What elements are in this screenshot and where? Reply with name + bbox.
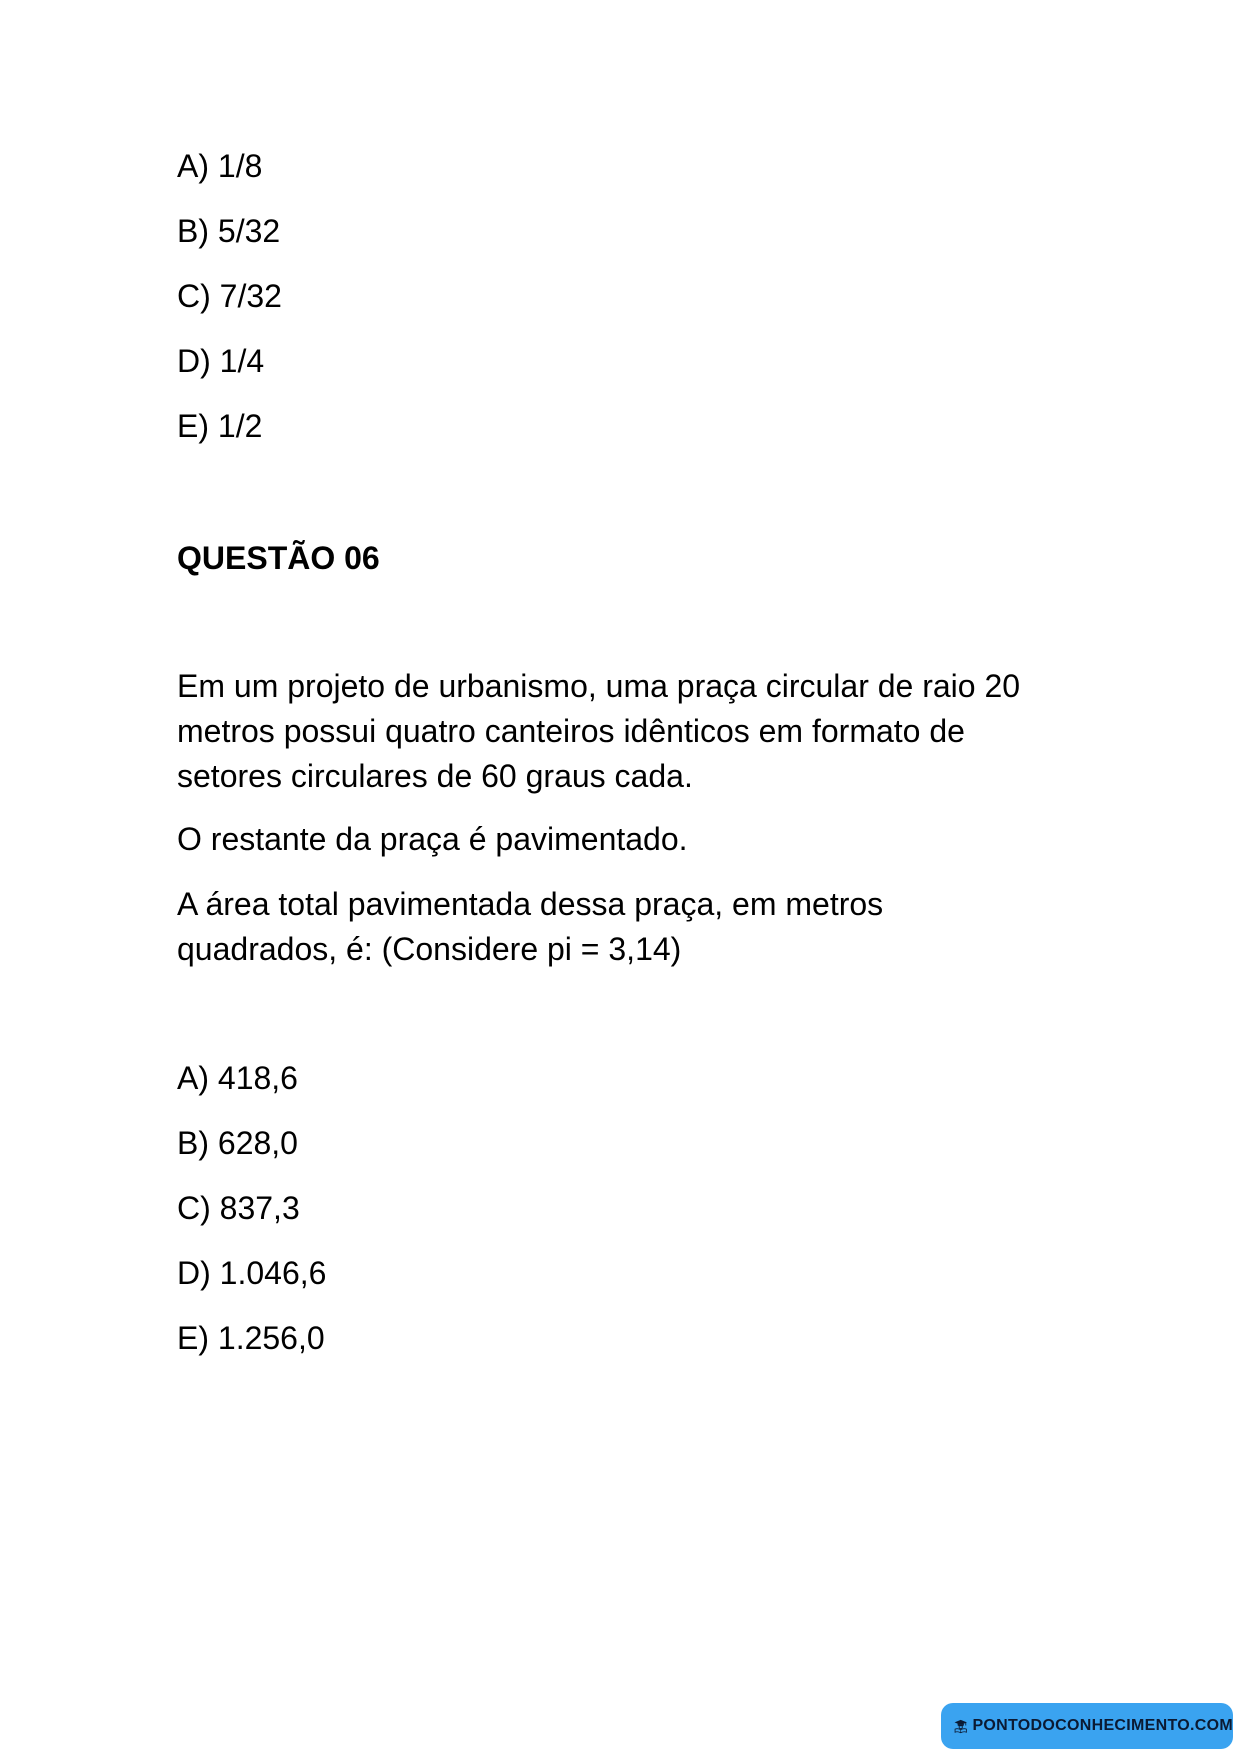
option-c: C) 837,3 xyxy=(177,1190,300,1226)
prev-option-d: D) 1/4 xyxy=(177,343,265,379)
question-paragraph-3 xyxy=(177,882,1077,972)
option-a: A) 418,6 xyxy=(177,1060,298,1096)
site-badge[interactable] xyxy=(941,1703,1233,1749)
question-title: QUESTÃO 06 xyxy=(177,540,380,576)
option-e: E) 1.256,0 xyxy=(177,1320,325,1356)
question-paragraph-2 xyxy=(177,817,1077,862)
prev-option-b: B) 5/32 xyxy=(177,213,281,249)
paragraph-line: metros possui quatro canteiros idênticos em formato de xyxy=(177,713,965,749)
option-d: D) 1.046,6 xyxy=(177,1255,327,1291)
prev-option-a: A) 1/8 xyxy=(177,148,263,184)
prev-option-c: C) 7/32 xyxy=(177,278,282,314)
question-paragraph-1 xyxy=(177,664,1077,799)
site-badge-label: PONTODOCONHECIMENTO.COM xyxy=(972,1717,1233,1734)
paragraph-line: A área total pavimentada dessa praça, em metros xyxy=(177,886,884,922)
graduate-reading-icon xyxy=(953,1711,968,1741)
prev-option-e: E) 1/2 xyxy=(177,408,263,444)
paragraph-line: Em um projeto de urbanismo, uma praça circular de raio 20 xyxy=(177,668,1021,704)
paragraph-line: quadrados, é: (Considere pi = 3,14) xyxy=(177,931,682,967)
paragraph-line: setores circulares de 60 graus cada. xyxy=(177,758,693,794)
paragraph-line: O restante da praça é pavimentado. xyxy=(177,821,688,857)
option-b: B) 628,0 xyxy=(177,1125,298,1161)
